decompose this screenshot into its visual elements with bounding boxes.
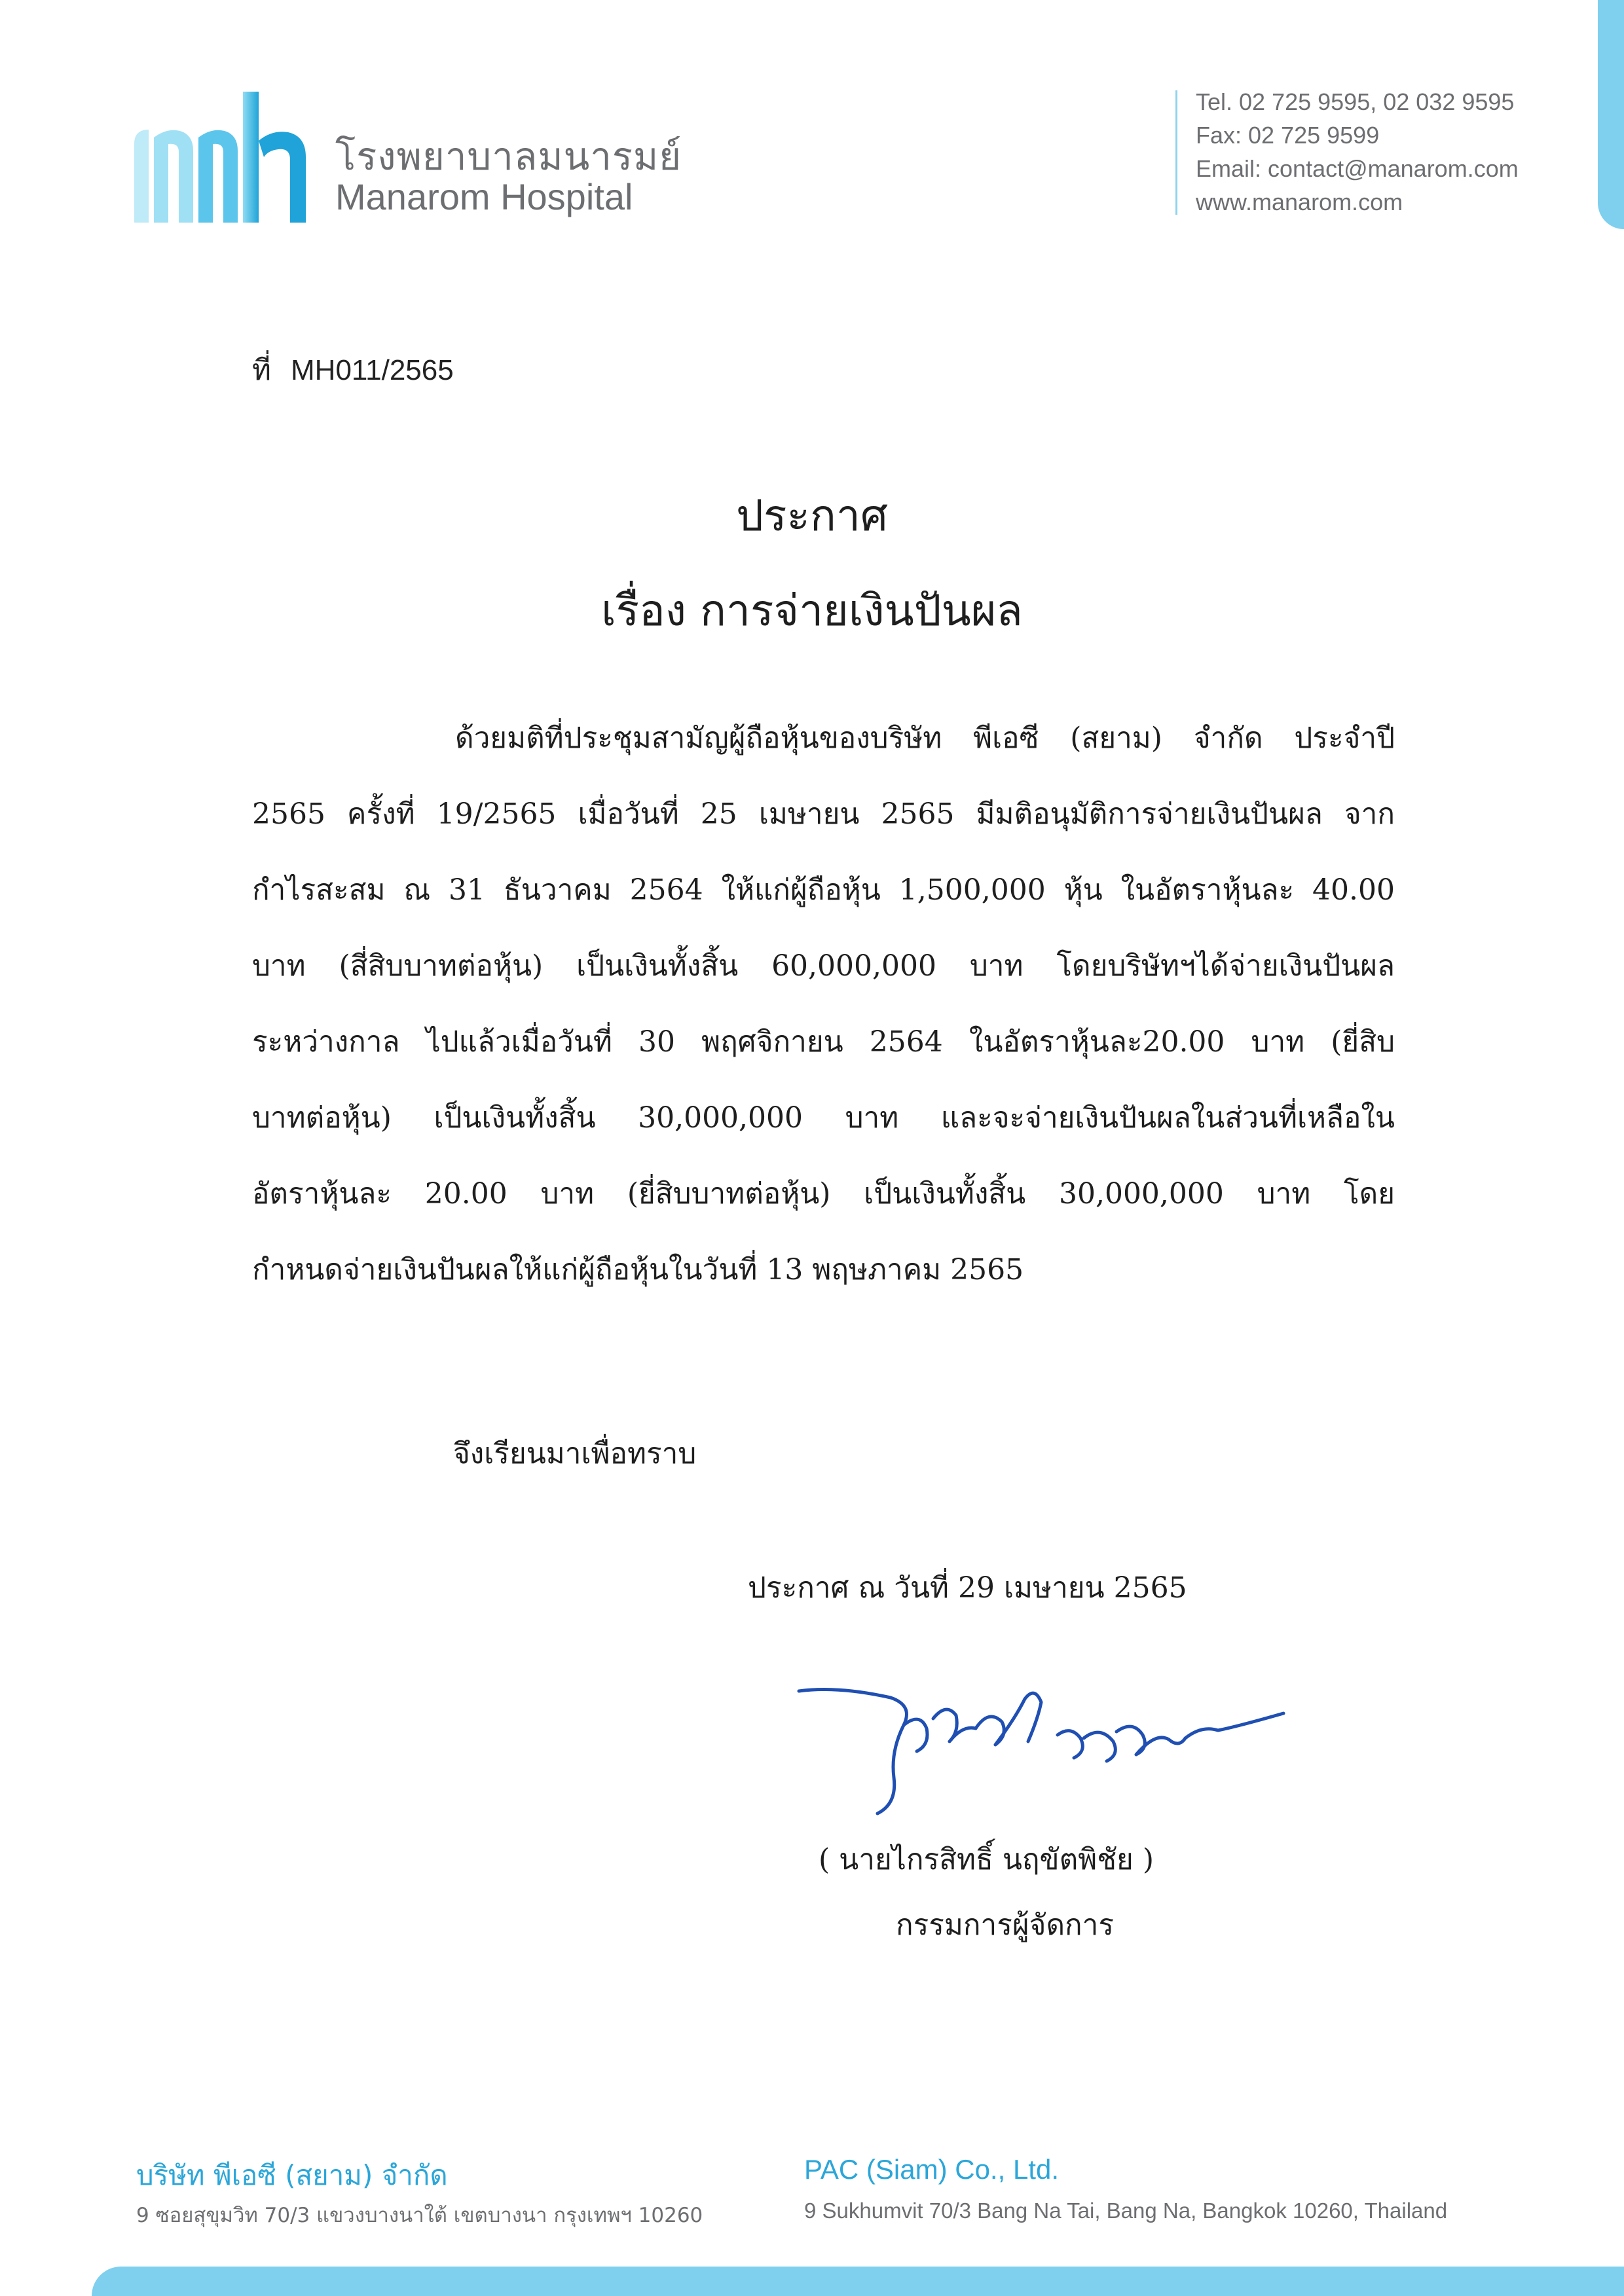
signature-icon — [792, 1679, 1290, 1820]
document-subject: เรื่อง การจ่ายเงินปันผล — [601, 585, 1023, 636]
reference-label: ที่ — [252, 354, 272, 386]
contact-website[interactable]: www.manarom.com — [1196, 189, 1403, 215]
reference-number — [252, 347, 473, 393]
footer-company-english: PAC (Siam) Co., Ltd. — [804, 2154, 1059, 2185]
footer-address-english: 9 Sukhumvit 70/3 Bang Na Tai, Bang Na, Bangkok 10260, Thailand — [804, 2198, 1448, 2223]
contact-email[interactable]: Email: contact@manarom.com — [1196, 155, 1519, 182]
contact-tel: Tel. 02 725 9595, 02 032 9595 — [1196, 88, 1515, 115]
body-line: กำหนดจ่ายเงินปันผลให้แก่ผู้ถือหุ้นในวันที่ 13 พฤษภาคม 2565 — [252, 1253, 1024, 1286]
hospital-name-english: Manarom Hospital — [335, 176, 633, 217]
closing-remark: จึงเรียนมาเพื่อทราบ — [453, 1437, 697, 1470]
body-line: กำไรสะสม ณ 31 ธันวาคม 2564 ให้แก่ผู้ถือหุ้น 1,500,000 หุ้น ในอัตราหุ้นละ 40.00 — [252, 873, 1395, 907]
contact-fax: Fax: 02 725 9599 — [1196, 122, 1380, 149]
body-line: บาท (สี่สิบบาทต่อหุ้น) เป็นเงินทั้งสิ้น 60,000,000 บาท โดยบริษัทฯได้จ่ายเงินปันผล — [252, 949, 1395, 983]
hospital-name-thai: โรงพยาบาลมนารมย์ — [335, 134, 682, 179]
footer-company-thai: บริษัท พีเอซี (สยาม) จำกัด — [136, 2159, 448, 2191]
corner-decoration — [1598, 0, 1624, 229]
body-line: 2565 ครั้งที่ 19/2565 เมื่อวันที่ 25 เมษายน 2565 มีมติอนุมัติการจ่ายเงินปันผล จาก — [252, 797, 1395, 831]
body-line: อัตราหุ้นละ 20.00 บาท (ยี่สิบบาทต่อหุ้น) เป็นเงินทั้งสิ้น 30,000,000 บาท โดย — [252, 1177, 1395, 1211]
signatory-title: กรรมการผู้จัดการ — [896, 1908, 1115, 1942]
body-line: ระหว่างกาล ไปแล้วเมื่อวันที่ 30 พฤศจิกายน 2564 ในอัตราหุ้นละ20.00 บาท (ยี่สิบ — [252, 1025, 1395, 1059]
signatory-name: ( นายไกรสิทธิ์ นฤขัตพิชัย ) — [819, 1843, 1154, 1876]
contact-divider — [1175, 90, 1177, 215]
contact-block — [1196, 85, 1519, 219]
announcement-date: ประกาศ ณ วันที่ 29 เมษายน 2565 — [748, 1571, 1187, 1605]
hospital-logo-icon — [134, 92, 311, 226]
footer-address-thai: 9 ซอยสุขุมวิท 70/3 แขวงบางนาใต้ เขตบางนา กรุงเทพฯ 10260 — [136, 2204, 703, 2227]
body-line: บาทต่อหุ้น) เป็นเงินทั้งสิ้น 30,000,000 บาท และจะจ่ายเงินปันผลในส่วนที่เหลือใน — [252, 1101, 1395, 1135]
announcement-body — [252, 719, 1395, 1326]
document-title: ประกาศ — [736, 490, 888, 541]
footer-band-decoration — [92, 2267, 1624, 2296]
body-line: ด้วยมติที่ประชุมสามัญผู้ถือหุ้นของบริษัท พีเอซี (สยาม) จำกัด ประจำปี — [455, 721, 1395, 755]
reference-value: MH011/2565 — [291, 354, 454, 386]
